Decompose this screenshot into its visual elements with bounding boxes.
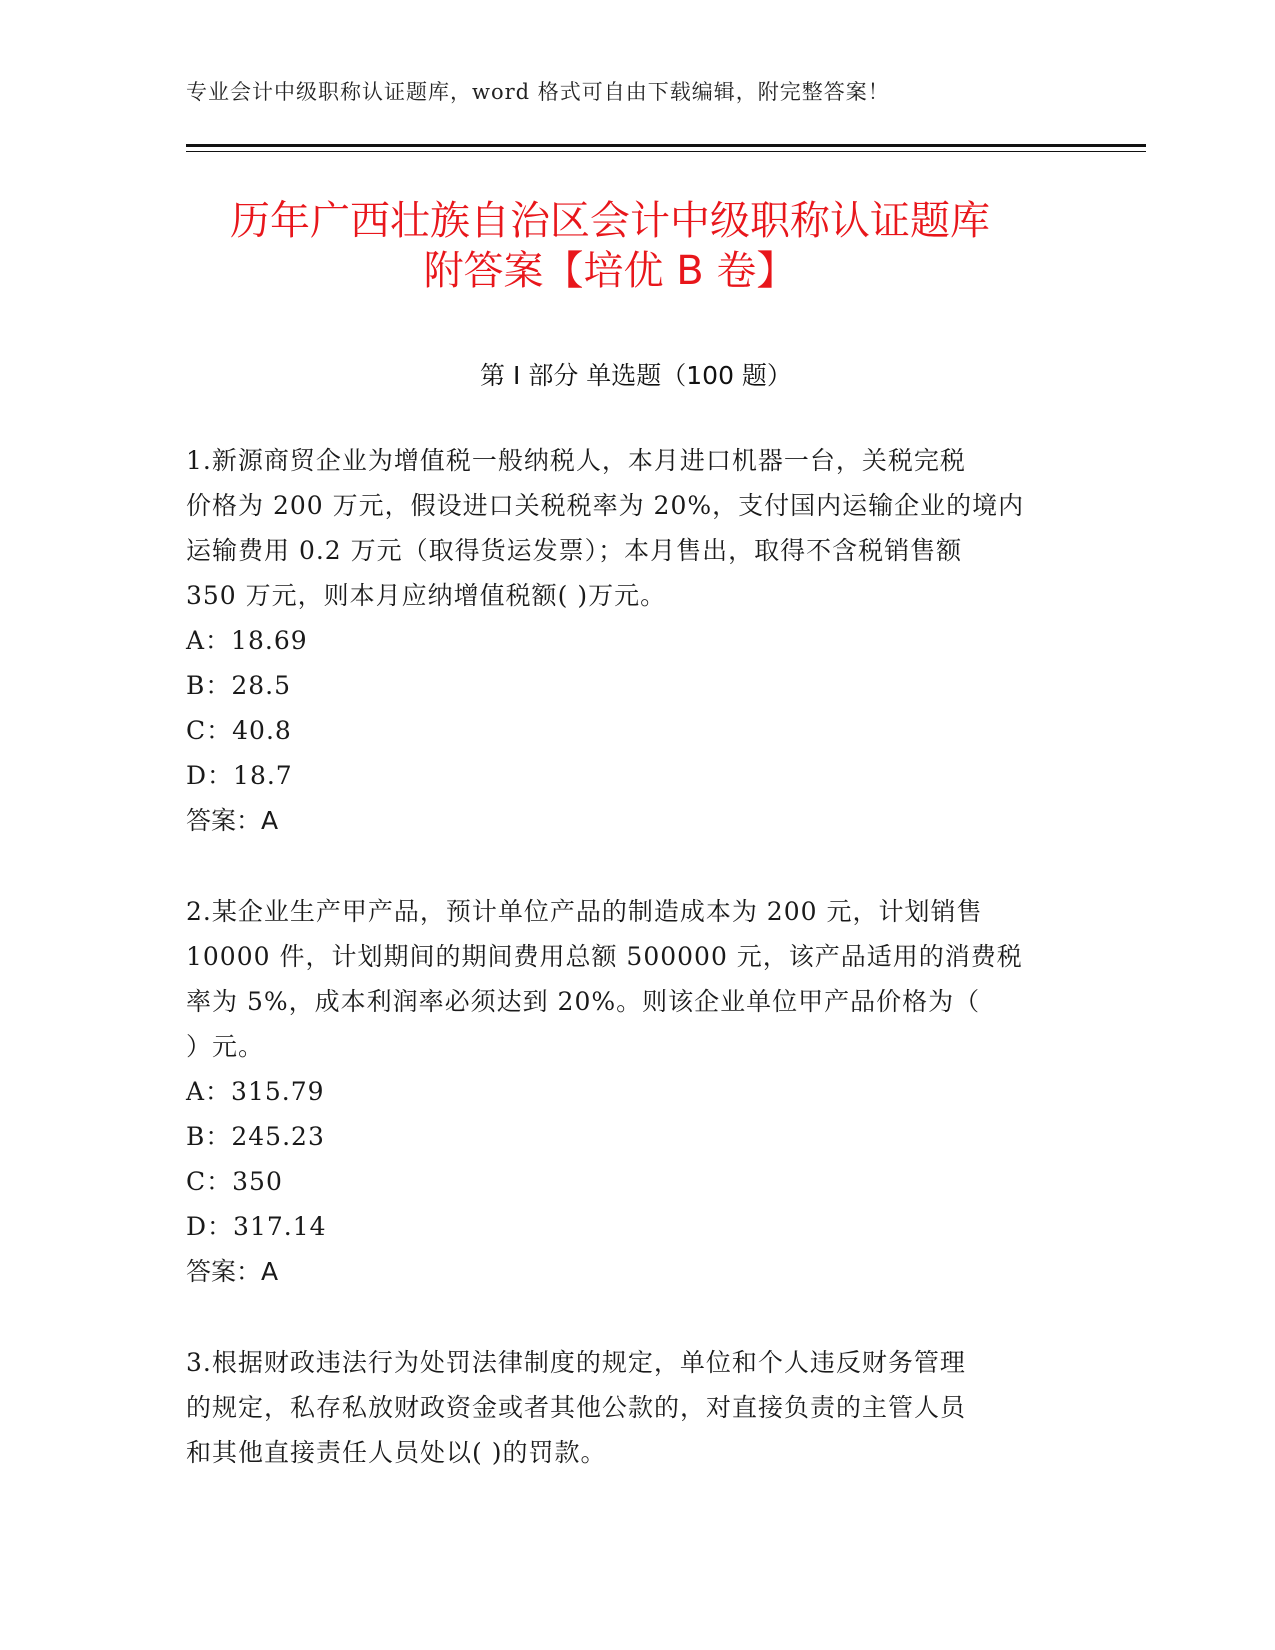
- option-b: B：28.5: [186, 671, 292, 700]
- option-c: C：40.8: [186, 716, 292, 745]
- header-rule-thin: [186, 151, 1146, 152]
- option-a: A：18.69: [186, 626, 308, 655]
- option-d: D：317.14: [186, 1212, 327, 1241]
- question-1: [186, 438, 1086, 843]
- question-list: [186, 438, 1086, 1521]
- question-text: 3.根据财政违法行为处罚法律制度的规定，单位和个人违反财务管理 的规定，私存私放财政资金或者其他公款的，对直接负责的主管人员 和其他直接责任人员处以( )的罚款。: [186, 1348, 967, 1467]
- question-3: [186, 1340, 1086, 1475]
- document-title: [140, 196, 1080, 296]
- title-line-2: 附答案【培优 B 卷】: [423, 248, 797, 294]
- option-b: B：245.23: [186, 1122, 325, 1151]
- answer: 答案：A: [186, 1257, 279, 1286]
- answer: 答案：A: [186, 806, 279, 835]
- title-line-1: 历年广西壮族自治区会计中级职称认证题库: [230, 198, 990, 244]
- question-2: [186, 889, 1086, 1294]
- question-text: 2.某企业生产甲产品，预计单位产品的制造成本为 200 元，计划销售 10000 件，计划期间的期间费用总额 500000 元，该产品适用的消费税 率为 5%，成本利润率必须达到 20%。则该企业单位甲产品价格为（ ）元。: [186, 897, 1023, 1061]
- option-d: D：18.7: [186, 761, 293, 790]
- option-c: C：350: [186, 1167, 283, 1196]
- question-text: 1.新源商贸企业为增值税一般纳税人，本月进口机器一台，关税完税 价格为 200 万元，假设进口关税税率为 20%，支付国内运输企业的境内 运输费用 0.2 万元（取得货运发票）；本月售出，取得不含税销售额 350 万元，则本月应纳增值税额( )万元。: [186, 446, 1025, 610]
- header-note: 专业会计中级职称认证题库，word 格式可自由下载编辑，附完整答案！: [186, 80, 890, 104]
- option-a: A：315.79: [186, 1077, 325, 1106]
- section-heading: 第 I 部分 单选题（100 题）: [480, 361, 792, 390]
- header-rule-thick: [186, 144, 1146, 147]
